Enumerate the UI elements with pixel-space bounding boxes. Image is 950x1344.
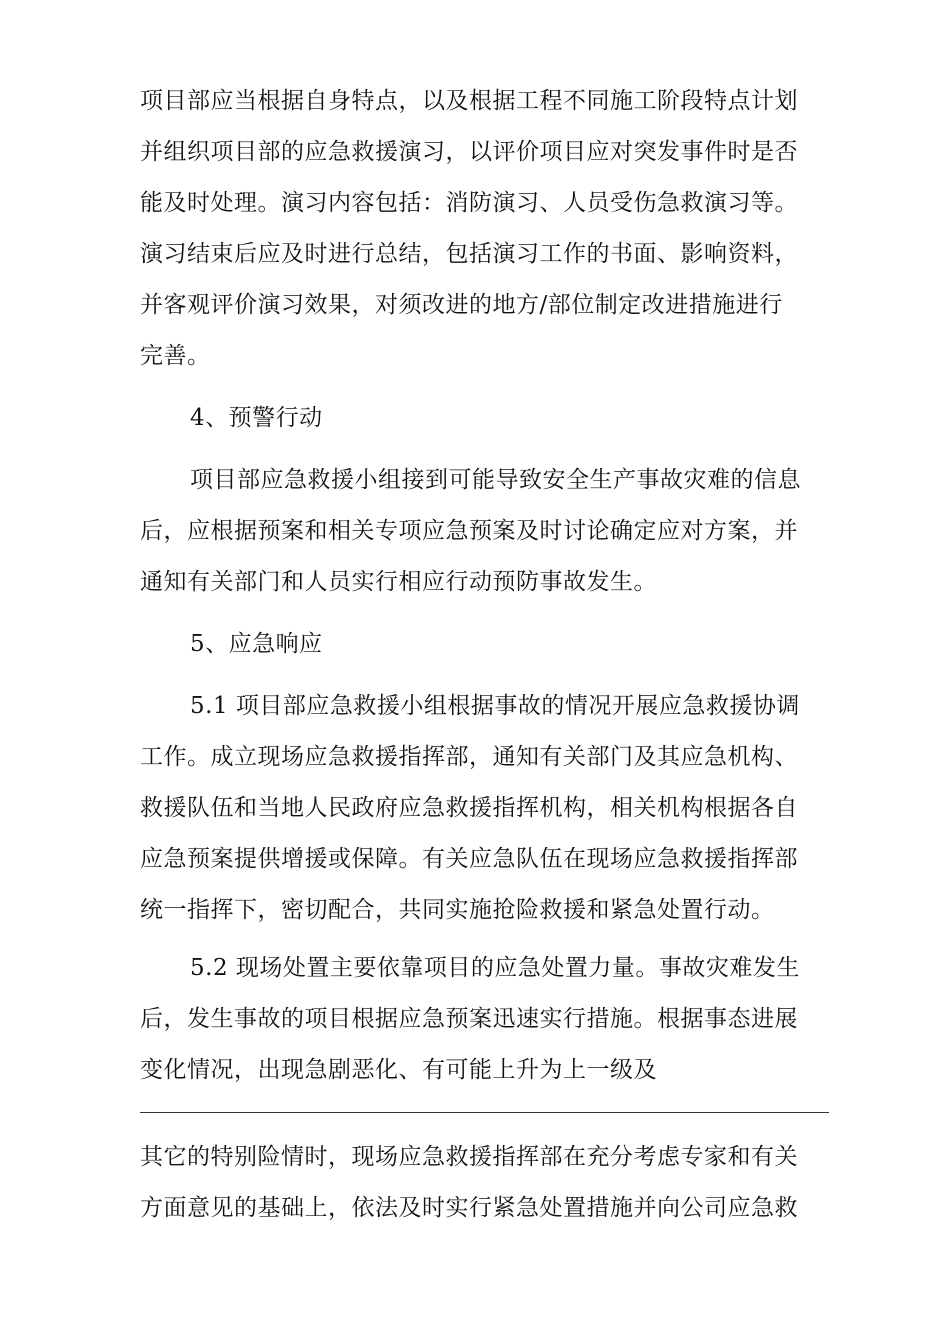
text-line: 后，应根据预案和相关专项应急预案及时讨论确定应对方案，并	[140, 518, 798, 544]
text-line: 并组织项目部的应急救援演习，以评价项目应对突发事件时是否	[140, 139, 798, 165]
text-line: 能及时处理。演习内容包括：消防演习、人员受伤急救演习等。	[140, 190, 798, 216]
section-heading-5: 5、应急响应	[190, 631, 323, 657]
text-line: 通知有关部门和人员实行相应行动预防事故发生。	[140, 569, 657, 595]
text-line: 后，发生事故的项目根据应急预案迅速实行措施。根据事态进展	[140, 1006, 798, 1032]
text-line: 应急预案提供增援或保障。有关应急队伍在现场应急救援指挥部	[140, 846, 798, 872]
text-line: 5.2 现场处置主要依靠项目的应急处置力量。事故灾难发生	[190, 955, 800, 981]
paragraph-5-2	[140, 943, 830, 1096]
paragraph-5-1	[140, 681, 830, 936]
text-line: 救援队伍和当地人民政府应急救援指挥机构，相关机构根据各自	[140, 795, 798, 821]
text-line: 统一指挥下，密切配合，共同实施抢险救援和紧急处置行动。	[140, 897, 775, 923]
text-line: 项目部应当根据自身特点，以及根据工程不同施工阶段特点计划	[140, 88, 798, 114]
paragraph-warning	[140, 455, 830, 608]
section-heading-4: 4、预警行动	[190, 405, 323, 431]
text-line: 其它的特别险情时，现场应急救援指挥部在充分考虑专家和有关	[140, 1144, 798, 1170]
document-page-2	[140, 1132, 830, 1234]
text-line: 并客观评价演习效果，对须改进的地方/部位制定改进措施进行	[140, 292, 783, 318]
paragraph-continuation	[140, 1132, 830, 1234]
text-line: 方面意见的基础上，依法及时实行紧急处置措施并向公司应急救	[140, 1195, 798, 1221]
text-line: 5.1 项目部应急救援小组根据事故的情况开展应急救援协调	[190, 693, 800, 719]
text-line: 完善。	[140, 343, 211, 369]
text-line: 项目部应急救援小组接到可能导致安全生产事故灾难的信息	[190, 467, 801, 493]
text-line: 变化情况，出现急剧恶化、有可能上升为上一级及	[140, 1057, 657, 1083]
page-break-divider	[140, 1112, 829, 1113]
text-line: 工作。成立现场应急救援指挥部，通知有关部门及其应急机构、	[140, 744, 798, 770]
document-page-1	[140, 76, 830, 1096]
paragraph-drill	[140, 76, 830, 382]
text-line: 演习结束后应及时进行总结，包括演习工作的书面、影响资料，	[140, 241, 798, 267]
